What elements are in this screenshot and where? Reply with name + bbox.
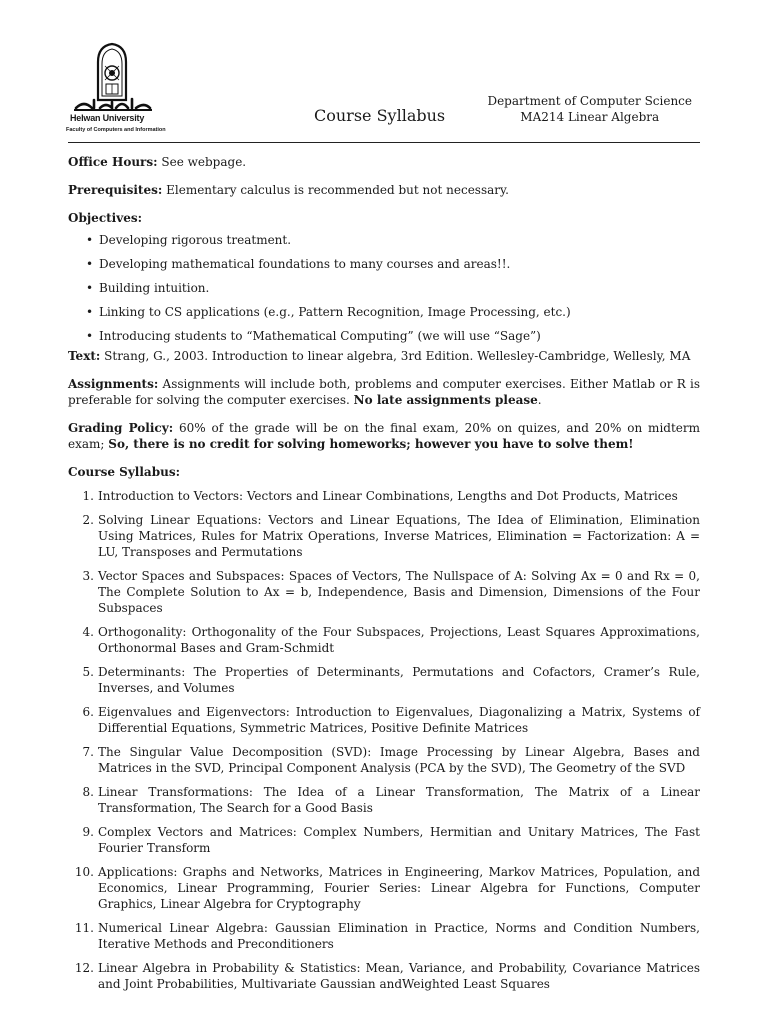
textbook [68, 348, 700, 364]
objective-item [68, 232, 700, 248]
assignments-label: Assignments: [68, 377, 159, 391]
syllabus-item-text: Eigenvalues and Eigenvectors: Introduction to Eigenvalues, Diagonalizing a Matrix, Systems of Differential Equations, Symmetric Matrices, Positive Definite Matrices [98, 705, 700, 735]
page-title: Course Syllabus [314, 106, 446, 125]
syllabus-item [68, 512, 700, 560]
bullet-icon: • [86, 281, 94, 295]
syllabus-item [68, 744, 700, 776]
grading-policy [68, 420, 700, 452]
assignments [68, 376, 700, 408]
syllabus-list [68, 488, 700, 992]
header-divider [68, 142, 700, 143]
syllabus-item-number: 4. [82, 625, 94, 639]
objective-text: Linking to CS applications (e.g., Pattern Recognition, Image Processing, etc.) [99, 305, 571, 319]
syllabus-item-text: Linear Transformations: The Idea of a Linear Transformation, The Matrix of a Linear Transformation, The Search for a Good Basis [98, 785, 700, 815]
objective-item [68, 280, 700, 296]
department-name: Department of Computer Science [487, 94, 692, 108]
syllabus-item-number: 3. [82, 569, 94, 583]
objective-text: Building intuition. [99, 281, 210, 295]
objectives [68, 210, 700, 344]
objectives-label: Objectives: [68, 211, 143, 225]
syllabus-item-text: Applications: Graphs and Networks, Matrices in Engineering, Markov Matrices, Population, and Economics, Linear Programming, Fourier Series: Linear Algebra for Functions, Computer Graphics, Linear Algebra for Cryptography [98, 865, 700, 911]
syllabus-item-number: 6. [82, 705, 94, 719]
assignments-end: . [537, 393, 542, 407]
bullet-icon: • [86, 233, 94, 247]
grading-emphasis: So, there is no credit for solving homeworks; however you have to solve them! [108, 437, 634, 451]
syllabus-item [68, 664, 700, 696]
syllabus-item [68, 624, 700, 656]
bullet-icon: • [86, 305, 94, 319]
syllabus-item [68, 784, 700, 816]
bullet-icon: • [86, 257, 94, 271]
helwan-university-logo [66, 42, 166, 138]
assignments-text: Assignments will include both, problems and computer exercises. Either Matlab or R is preferable for solving the computer exercises. [68, 377, 700, 407]
syllabus-item [68, 960, 700, 992]
syllabus-item [68, 864, 700, 912]
prerequisites [68, 182, 700, 198]
objective-item [68, 256, 700, 272]
syllabus-item [68, 704, 700, 736]
syllabus-item-text: The Singular Value Decomposition (SVD): Image Processing by Linear Algebra, Bases and Matrices in the SVD, Principal Component Analysis (PCA by the SVD), The Geometry of the SVD [98, 745, 700, 775]
objective-text: Developing mathematical foundations to many courses and areas!!. [99, 257, 511, 271]
objective-item [68, 304, 700, 320]
syllabus-item [68, 920, 700, 952]
syllabus-item [68, 488, 700, 504]
syllabus-item-number: 5. [82, 665, 94, 679]
syllabus-item-text: Determinants: The Properties of Determinants, Permutations and Cofactors, Cramer’s Rule, Inverses, and Volumes [98, 665, 700, 695]
syllabus-content [68, 154, 700, 1000]
bullet-icon: • [86, 329, 94, 343]
office-hours [68, 154, 700, 170]
grading-text: 60% of the grade will be on the final exam, 20% on quizes, and 20% on midterm exam; [68, 421, 700, 451]
syllabus-label: Course Syllabus: [68, 465, 181, 479]
objectives-list [68, 232, 700, 344]
syllabus-item-text: Vector Spaces and Subspaces: Spaces of Vectors, The Nullspace of A: Solving Ax = 0 and Rx = 0, The Complete Solution to Ax = b, Independence, Basis and Dimension, Dimensions of the Four Subspaces [98, 569, 700, 615]
university-seal-icon [66, 42, 158, 114]
syllabus-item-number: 10. [74, 865, 94, 879]
syllabus-item-number: 7. [82, 745, 94, 759]
prerequisites-label: Prerequisites: [68, 183, 163, 197]
objective-text: Introducing students to “Mathematical Computing” (we will use “Sage”) [99, 329, 541, 343]
syllabus-item-number: 9. [82, 825, 94, 839]
syllabus-item [68, 568, 700, 616]
course-info [487, 93, 692, 125]
syllabus-item-number: 11. [74, 921, 94, 935]
syllabus-item [68, 824, 700, 856]
grading-label: Grading Policy: [68, 421, 174, 435]
objective-text: Developing rigorous treatment. [99, 233, 292, 247]
syllabus-item-number: 12. [74, 961, 94, 975]
course-name: MA214 Linear Algebra [520, 110, 660, 124]
office-hours-label: Office Hours: [68, 155, 158, 169]
syllabus-item-number: 2. [82, 513, 94, 527]
assignments-emphasis: No late assignments please [353, 393, 538, 407]
syllabus-item-text: Introduction to Vectors: Vectors and Linear Combinations, Lengths and Dot Products, Matrices [98, 489, 678, 503]
syllabus-item-text: Numerical Linear Algebra: Gaussian Elimination in Practice, Norms and Condition Numbers, Iterative Methods and Preconditioners [98, 921, 700, 951]
syllabus-item-text: Complex Vectors and Matrices: Complex Numbers, Hermitian and Unitary Matrices, The Fast Fourier Transform [98, 825, 700, 855]
office-hours-text: See webpage. [161, 155, 247, 169]
prerequisites-text: Elementary calculus is recommended but not necessary. [166, 183, 509, 197]
syllabus-item-text: Orthogonality: Orthogonality of the Four Subspaces, Projections, Least Squares Approximations, Orthonormal Bases and Gram-Schmidt [98, 625, 700, 655]
objective-item [68, 328, 700, 344]
syllabus-item-number: 1. [82, 489, 94, 503]
textbook-label: Text: [68, 349, 101, 363]
syllabus-item-text: Solving Linear Equations: Vectors and Linear Equations, The Idea of Elimination, Elimination Using Matrices, Rules for Matrix Operations, Inverse Matrices, Elimination = Factorization: A = LU, Transposes and Permutations [98, 513, 700, 559]
syllabus-item-text: Linear Algebra in Probability & Statistics: Mean, Variance, and Probability, Covariance Matrices and Joint Probabilities, Multivariate Gaussian andWeighted Least Squares [98, 961, 700, 991]
logo-faculty-name: Faculty of Computers and Information [66, 127, 166, 133]
logo-university-name: Helwan University [70, 113, 145, 123]
textbook-text: Strang, G., 2003. Introduction to linear algebra, 3rd Edition. Wellesley-Cambridge, Wellesly, MA [104, 349, 691, 363]
course-syllabus [68, 464, 700, 992]
syllabus-item-number: 8. [82, 785, 94, 799]
